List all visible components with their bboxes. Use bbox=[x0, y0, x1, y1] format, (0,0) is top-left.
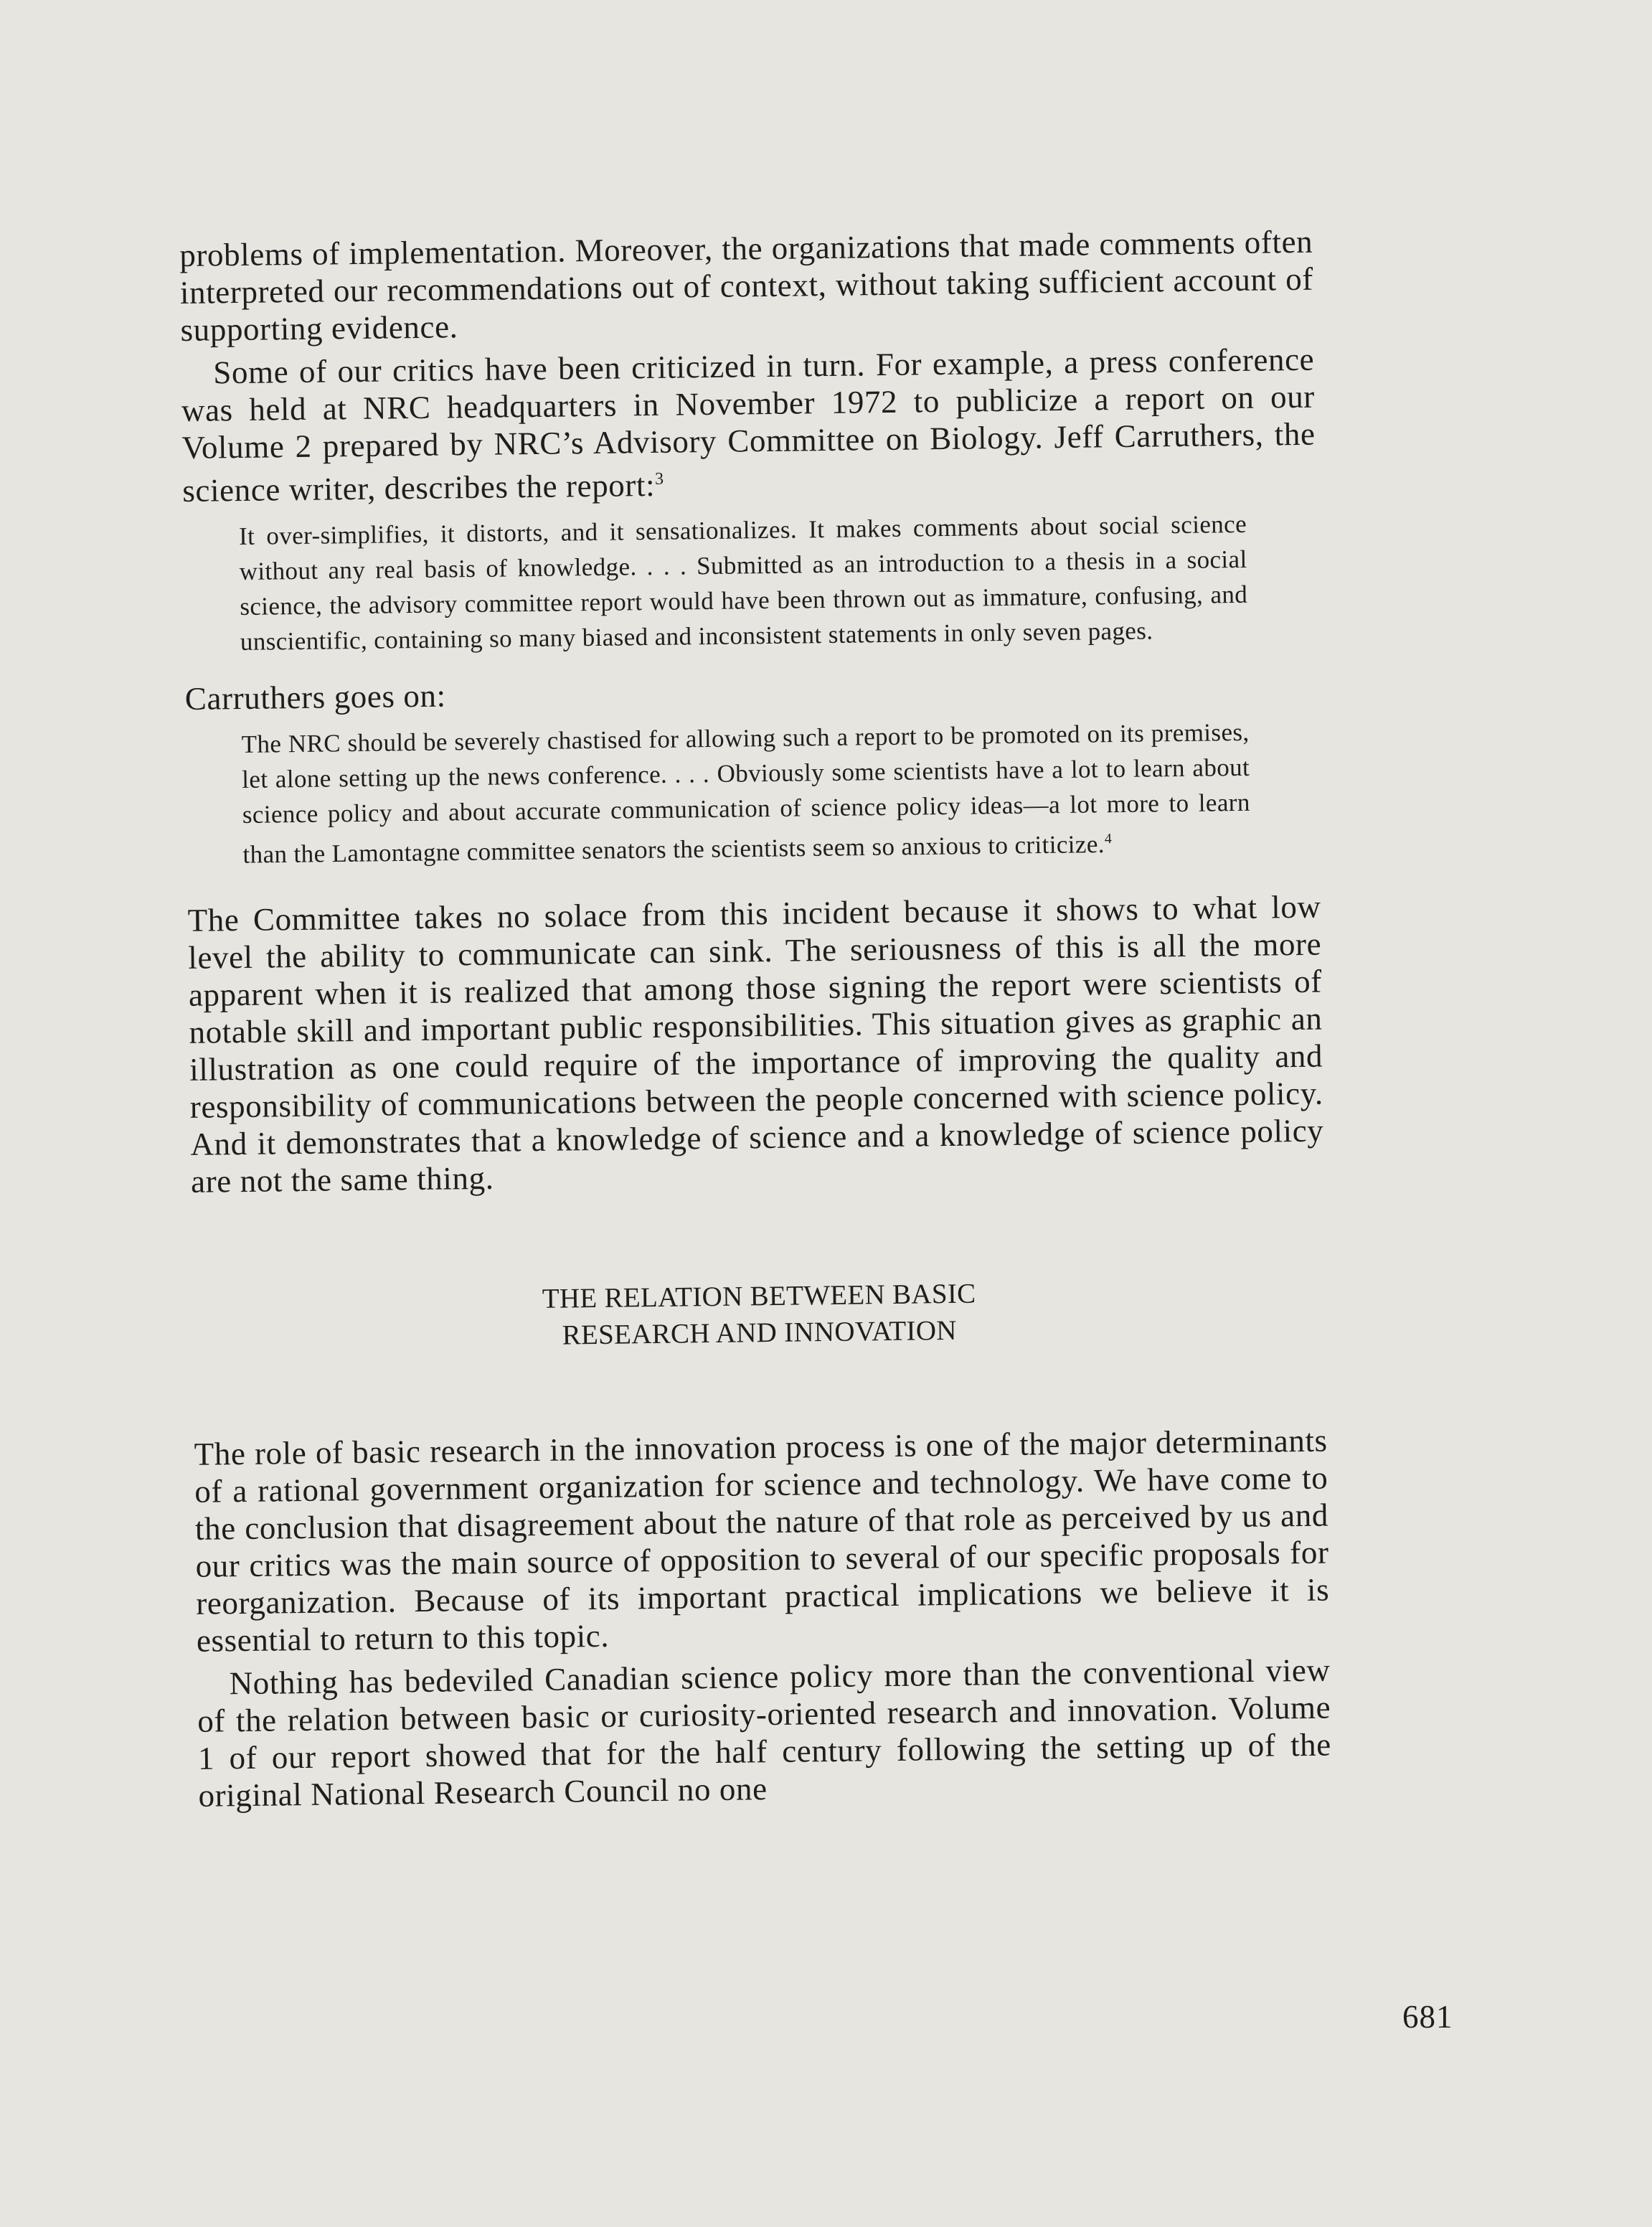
footnote-ref-4: 4 bbox=[1104, 831, 1113, 847]
block-quote-carruthers bbox=[241, 715, 1250, 872]
section-heading bbox=[192, 1271, 1326, 1357]
page-body bbox=[179, 223, 1332, 1820]
paragraph-implementation: problems of implementation. Moreover, the organizations that made comments often interpreted our recommendations out of context, without taking sufficient account of supporting evidence. bbox=[179, 223, 1314, 348]
block-quote-report: It over-simplifies, it distorts, and it sensationalizes. It makes comments about social science without any real basis of knowledge. . . . Submitted as an introduction to a thesis in a social science, the advisory committee report would have been thrown out as immature, confusing, and unscientific, containing so many biased and inconsistent statements in only seven pages. bbox=[238, 509, 1248, 656]
section-heading-line-1: THE RELATION BETWEEN BASIC bbox=[542, 1278, 976, 1314]
block-quote-carruthers-text: The NRC should be severely chastised for allowing such a report to be promoted on its premises, let alone setting up the news conference. . . . Obviously some scientists have a lot to learn about science policy and about accurate communication of science policy ideas—a lot more to learn than the Lamontagne committee senators the scientists seem so anxious to criticize. bbox=[241, 717, 1250, 869]
page-number: 681 bbox=[1402, 1999, 1453, 2035]
paragraph-critics bbox=[181, 341, 1316, 509]
carruthers-lead: Carruthers goes on: bbox=[184, 677, 446, 717]
paragraph-bedeviled: Nothing has bedeviled Canadian science policy more than the conventional view of the relation between basic or curiosity-oriented research and innovation. Volume 1 of our report showed that for the half century following the setting up of the original National Research Council no one bbox=[197, 1652, 1332, 1814]
paragraph-critics-text: Some of our critics have been criticized in turn. For example, a press conference was held at NRC headquarters in November 1972 to publicize a report on our Volume 2 prepared by NRC’s Advisory Committee on Biology. Jeff Carruthers, the science writer, describes the report: bbox=[181, 341, 1316, 509]
paragraph-committee: The Committee takes no solace from this incident because it shows to what low level the ability to communicate can sink. The seriousness of this is all the more apparent when it is realized that among those signing the report were scientists of notable skill and important public responsibilities. This situation gives as graphic an illustration as one could require of the importance of improving the quality and responsibility of communications between the people concerned with science policy. And it demonstrates that a knowledge of science and a knowledge of science policy are not the same thing. bbox=[187, 888, 1324, 1200]
footnote-ref-3: 3 bbox=[654, 469, 664, 489]
paragraph-basic-research: The role of basic research in the innovation process is one of the major determinants of a rational government organization for science and technology. We have come to the conclusion that disagreement about the nature of that role as perceived by us and our critics was the main source of opposition to several of our specific proposals for reorganization. Because of its important practical implications we believe it is essential to return to this topic. bbox=[194, 1422, 1330, 1659]
section-heading-line-2: RESEARCH AND INNOVATION bbox=[562, 1314, 957, 1351]
